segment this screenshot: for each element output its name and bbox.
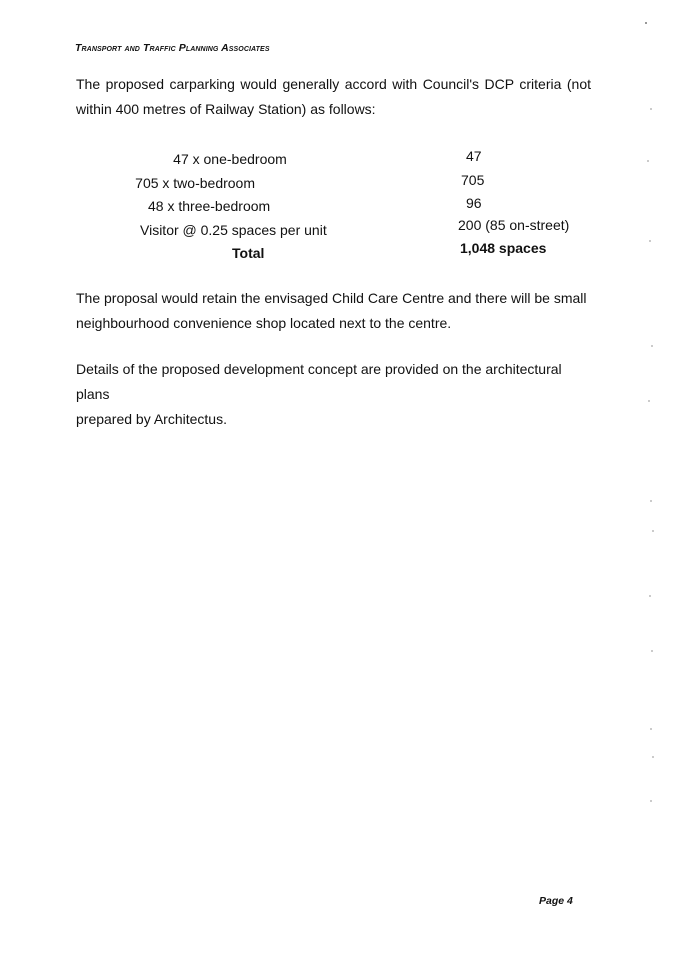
parking-row-label: Visitor @ 0.25 spaces per unit — [140, 222, 327, 238]
parking-row-value: 96 — [466, 195, 482, 211]
scan-speck — [650, 800, 652, 802]
scan-speck — [649, 595, 651, 597]
parking-total-label: Total — [232, 245, 265, 261]
scan-speck — [645, 22, 647, 24]
page-header — [75, 42, 270, 54]
parking-row-value: 705 — [461, 172, 485, 188]
childcare-line-2: neighbourhood convenience shop located next to the centre. — [76, 315, 452, 331]
scan-speck — [650, 728, 652, 730]
scan-speck — [652, 530, 654, 532]
scan-speck — [648, 400, 650, 402]
scan-speck — [649, 240, 651, 242]
scan-speck — [651, 345, 653, 347]
scan-speck — [647, 160, 649, 162]
header-title: Transport and Traffic Planning Associates — [75, 42, 270, 54]
scan-speck — [651, 650, 653, 652]
details-paragraph — [76, 357, 591, 432]
details-line-2: prepared by Architectus. — [76, 411, 227, 427]
intro-line-1: The proposed carparking would generally accord with Council's DCP criteria (not — [76, 76, 591, 92]
parking-row-label: 47 x one-bedroom — [173, 151, 287, 167]
parking-row-value: 200 (85 on-street) — [458, 217, 570, 233]
details-line-1: Details of the proposed development concept are provided on the architectural plans — [76, 361, 562, 402]
childcare-paragraph — [76, 286, 591, 336]
parking-row-label: 48 x three-bedroom — [148, 198, 271, 214]
scan-speck — [652, 756, 654, 758]
parking-row-value: 47 — [466, 148, 482, 164]
intro-paragraph — [76, 72, 591, 122]
parking-row-label: 705 x two-bedroom — [135, 175, 255, 191]
scan-speck — [650, 500, 652, 502]
parking-total-value: 1,048 spaces — [460, 240, 547, 256]
intro-line-2: within 400 metres of Railway Station) as follows: — [76, 101, 376, 117]
scan-speck — [650, 108, 652, 110]
page-number: Page 4 — [539, 895, 573, 907]
childcare-line-1: The proposal would retain the envisaged Child Care Centre and there will be small — [76, 290, 587, 306]
